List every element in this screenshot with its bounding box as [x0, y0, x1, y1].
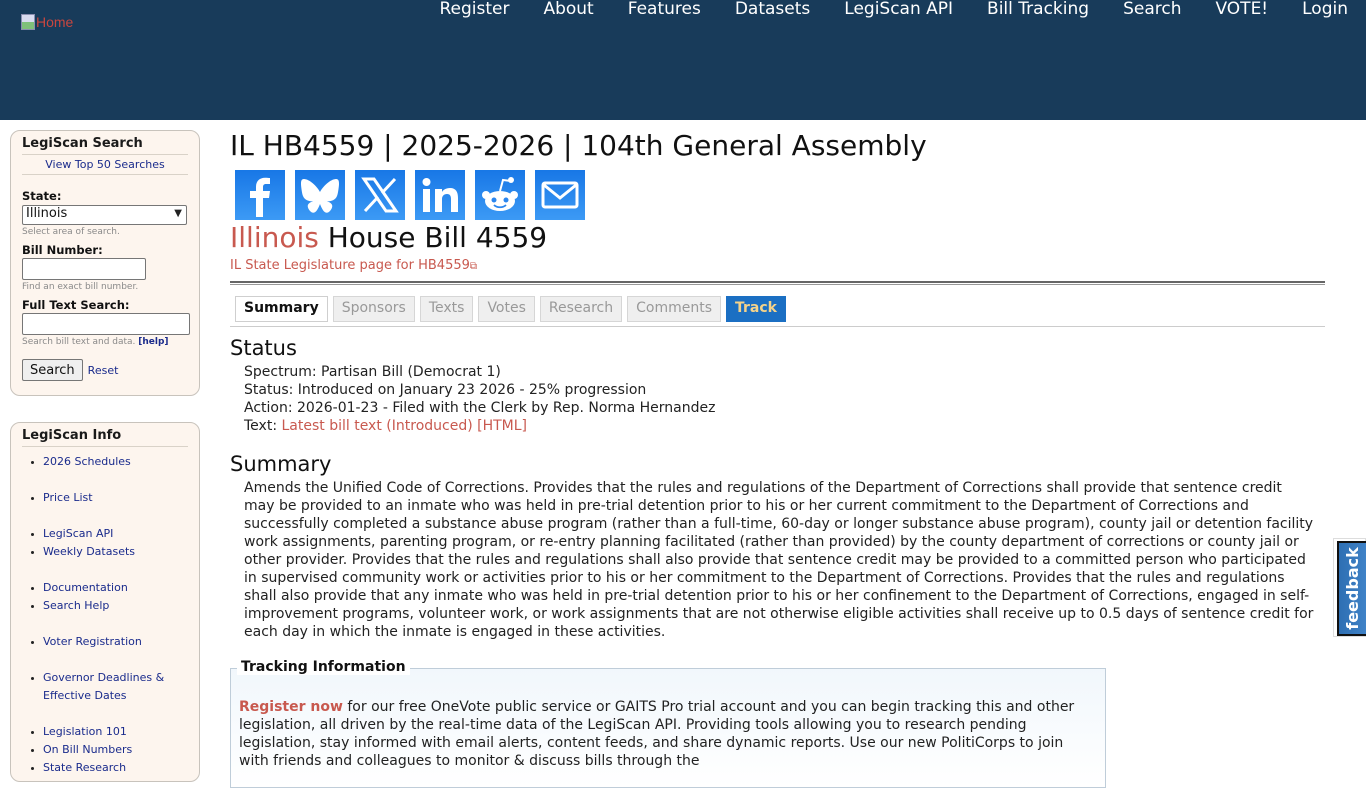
facebook-icon: [243, 173, 277, 217]
help-link[interactable]: [help]: [138, 337, 169, 347]
feedback-inner: [1337, 541, 1366, 636]
search-button[interactable]: Search: [22, 359, 83, 381]
bill-number-input[interactable]: [22, 258, 146, 280]
home-logo-alt: Home: [36, 14, 74, 30]
legiscan-search-panel: [10, 130, 200, 396]
info-item[interactable]: [31, 489, 188, 507]
nav-legiscan-api[interactable]: LegiScan API: [844, 0, 954, 19]
nav-register[interactable]: Register: [439, 0, 510, 19]
tab-texts[interactable]: Texts: [420, 296, 474, 322]
site-header: [0, 0, 1366, 120]
info-item[interactable]: [31, 633, 188, 651]
state-label: State:: [22, 189, 62, 203]
info-item[interactable]: [31, 741, 188, 759]
info-item[interactable]: [31, 597, 188, 615]
search-actions: [22, 359, 188, 381]
tab-track[interactable]: Track: [726, 296, 786, 322]
nav-bill-tracking[interactable]: Bill Tracking: [987, 0, 1090, 19]
share-linkedin-button[interactable]: [415, 170, 465, 220]
bill-number-hint: Find an exact bill number.: [22, 282, 139, 292]
tab-sponsors[interactable]: Sponsors: [333, 296, 415, 322]
reset-link[interactable]: Reset: [87, 363, 119, 377]
bill-number-label: Bill Number:: [22, 243, 103, 257]
tab-comments[interactable]: Comments: [627, 296, 721, 322]
info-link-state-research[interactable]: State Research: [43, 761, 127, 774]
info-item[interactable]: [31, 453, 188, 471]
legislature-page-link[interactable]: [230, 258, 477, 273]
info-panel-title: LegiScan Info: [22, 428, 188, 447]
state-hint: Select area of search.: [22, 227, 120, 237]
status-status: Status: Introduced on January 23 2026 - 25% progression: [244, 382, 647, 398]
info-link-2026-schedules[interactable]: 2026 Schedules: [43, 455, 131, 468]
share-bluesky-button[interactable]: [295, 170, 345, 220]
share-x-button[interactable]: [355, 170, 405, 220]
info-link-on-bill-numbers[interactable]: On Bill Numbers: [43, 743, 133, 756]
register-now-link[interactable]: Register now: [239, 699, 343, 715]
full-text-hint: [22, 337, 188, 347]
nav-features[interactable]: Features: [627, 0, 701, 19]
info-link-legiscan-api[interactable]: LegiScan API: [43, 527, 114, 540]
nav-vote[interactable]: VOTE!: [1215, 0, 1269, 19]
info-link-legislation-101[interactable]: Legislation 101: [43, 725, 127, 738]
top-nav: [422, 0, 1366, 22]
nav-search[interactable]: Search: [1123, 0, 1182, 19]
info-item[interactable]: [31, 723, 188, 741]
top-50-searches-link[interactable]: View Top 50 Searches: [22, 155, 188, 175]
info-link-documentation[interactable]: Documentation: [43, 581, 128, 594]
info-link-governor-deadlines[interactable]: Governor Deadlines & Effective Dates: [43, 671, 165, 702]
feedback-label: feedback: [1343, 547, 1362, 630]
tracking-legend: Tracking Information: [237, 659, 410, 675]
summary-heading: Summary: [230, 452, 332, 476]
main-content: [230, 128, 1325, 769]
bluesky-icon: [300, 177, 340, 213]
tab-votes[interactable]: Votes: [478, 296, 534, 322]
status-spectrum: Spectrum: Partisan Bill (Democrat 1): [244, 364, 501, 380]
info-link-search-help[interactable]: Search Help: [43, 599, 110, 612]
info-links-list: [22, 453, 188, 777]
info-item[interactable]: [31, 669, 188, 705]
info-link-price-list[interactable]: Price List: [43, 491, 93, 504]
bill-tabs: [230, 296, 1325, 327]
state-select-value: Illinois: [26, 206, 68, 221]
chevron-down-icon: ▼: [174, 208, 182, 219]
info-item[interactable]: [31, 759, 188, 777]
nav-datasets[interactable]: Datasets: [734, 0, 811, 19]
summary-body: Amends the Unified Code of Corrections. Provides that the rules and regulations of the Department of Corrections shall provide that sentence credit may be provided to an inmate who was held in pre-trial detention prior to his or her current commitment to the Department of Corrections and successfully completed a substance abuse program (rather than a full-time, 60-day or longer substance abuse program), county jail or detention facility work assignments, parenting program, or re-entry planning facilitated (rather than provided) by the county department of corrections or county jail or other provider. Provides that the rules and regulations shall also provide that sentence credit may be provided to a committed person who participated in supervised community work or activities prior to his or her commitment to the Department of Corrections. Provides that the rules and regulations shall also provide that any inmate who was held in pre-trial detention prior to his or her confinement to the Department of Corrections, engaged in self-improvement programs, volunteer work, or work assignments that are not otherwise eligible activities shall receive up to 0.5 days of sentence credit for each day in which the inmate is engaged in these activities.: [244, 480, 1314, 640]
search-panel-title: LegiScan Search: [22, 136, 188, 155]
full-text-input[interactable]: [22, 313, 190, 335]
broken-image-icon: [21, 14, 35, 30]
info-item[interactable]: [31, 525, 188, 543]
email-icon: [540, 180, 580, 210]
bill-state-link[interactable]: Illinois: [230, 221, 319, 254]
tracking-info-box: [230, 659, 1106, 788]
info-link-voter-registration[interactable]: Voter Registration: [43, 635, 142, 648]
share-reddit-button[interactable]: [475, 170, 525, 220]
tracking-body: for our free OneVote public service or GAITS Pro trial account and you can begin tracking this and other legislation, all driven by the real-time data of the LegiScan API. Providing tools allowing you to research pending legislation, stay informed with email alerts, content feeds, and share dynamic reports. Use our new PolitiCorps to join with friends and colleagues to monitor & discuss bills through the: [239, 699, 1075, 769]
info-link-weekly-datasets[interactable]: Weekly Datasets: [43, 545, 136, 558]
state-select[interactable]: [22, 205, 187, 225]
nav-about[interactable]: About: [543, 0, 594, 19]
legislature-page-link-text: IL State Legislature page for HB4559: [230, 258, 470, 273]
reddit-icon: [479, 175, 521, 215]
share-email-button[interactable]: [535, 170, 585, 220]
share-buttons: [235, 170, 1325, 220]
tab-research[interactable]: Research: [540, 296, 622, 322]
tab-summary[interactable]: Summary: [235, 296, 328, 322]
status-text: [244, 417, 1325, 435]
legiscan-info-panel: [10, 422, 200, 782]
x-icon: [361, 176, 399, 214]
linkedin-icon: [420, 176, 460, 214]
page-title: IL HB4559 | 2025-2026 | 104th General Assembly: [230, 129, 927, 162]
info-item[interactable]: [31, 543, 188, 561]
share-facebook-button[interactable]: [235, 170, 285, 220]
tracking-text: [239, 698, 1087, 770]
section-divider: [230, 281, 1325, 285]
status-action: Action: 2026-01-23 - Filed with the Clerk by Rep. Norma Hernandez: [244, 400, 716, 416]
latest-bill-text-link[interactable]: Latest bill text (Introduced) [HTML]: [281, 418, 528, 434]
status-heading: Status: [230, 336, 297, 360]
full-text-hint-text: Search bill text and data.: [22, 337, 136, 347]
bill-heading: [230, 222, 1325, 254]
feedback-button[interactable]: [1333, 538, 1366, 637]
full-text-label: Full Text Search:: [22, 298, 130, 312]
bill-name: House Bill 4559: [327, 221, 548, 254]
status-details: [230, 363, 1325, 435]
info-item[interactable]: [31, 579, 188, 597]
status-text-label: Text:: [244, 418, 282, 434]
home-logo-link[interactable]: [21, 14, 73, 30]
nav-login[interactable]: Login: [1302, 0, 1348, 19]
external-link-icon: ⧉: [469, 261, 478, 272]
